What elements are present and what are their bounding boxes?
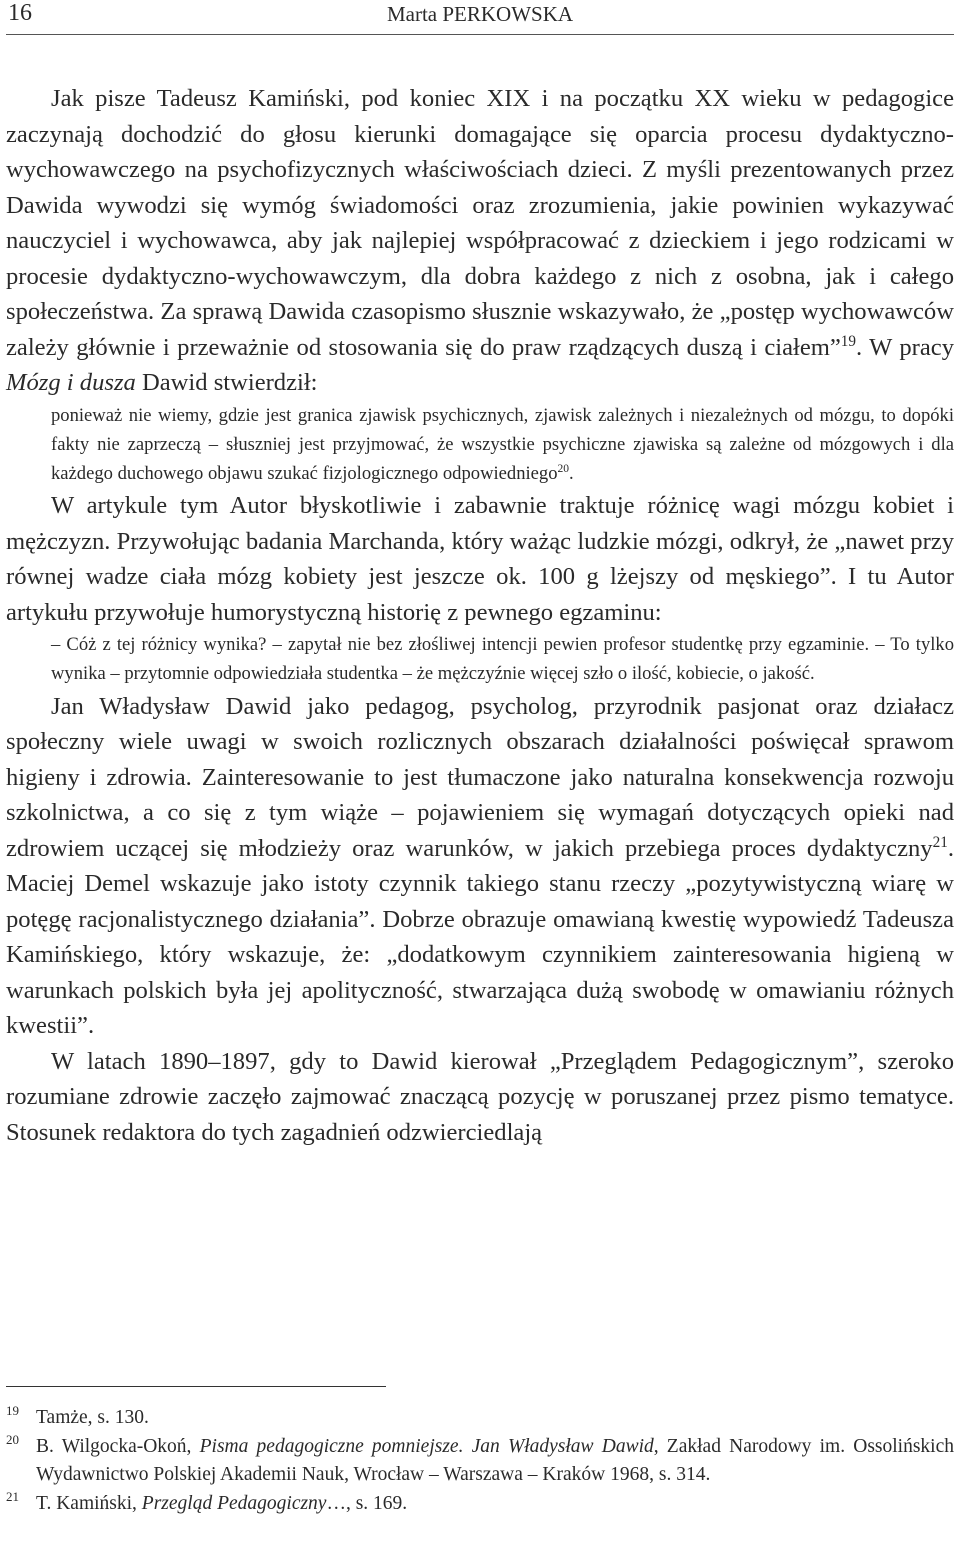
page-number: 16 [8,0,32,26]
paragraph-1 [6,81,954,401]
footnote-text: B. Wilgocka-Okoń, [36,1435,200,1457]
block-quote-1 [6,401,954,489]
book-title: Mózg i dusza [6,369,136,396]
block-quote-2-text: – Cóż z tej różnicy wynika? – zapytał nie bez złośliwej intencji pewien profesor studentkę przy egzaminie. – To tylko wynika – przytomnie odpowiedziała studentka – że mężczyźnie więcej szło o ilość, kobiecie, o jakość. [51,634,954,685]
footnote-title: Pisma pedagogiczne pomniejsze. Jan Władysław Dawid [199,1435,654,1457]
footnote-ref-21: 21 [932,833,948,851]
footnote-20 [6,1433,954,1490]
running-header-author: Marta PERKOWSKA [386,2,574,26]
footnote-number: 20 [6,1431,19,1447]
paragraph-1-text: Jak pisze Tadeusz Kamiński, pod koniec XIX i na początku XX wieku w pedagogice zaczynają dochodzić do głosu kierunki domagające się oparcia procesu dydaktyczno-wychowawczego na psychofizycznych właściwościach dzieci. Z myśli prezentowanych przez Dawida wywodzi się wymóg świadomości oraz zrozumienia, jakie powinien wykazywać nauczyciel i wychowawca, aby jak najlepiej współpracować z dzieckiem i jego rodzicami w procesie dydaktyczno-wychowawczym, dla dobra każdego z nich z osobna, jak i całego społeczeństwa. Za sprawą Dawida czasopismo słusznie wskazywało, że „postęp wychowawców zależy głównie i przeważnie od stosowania się do praw rządzących duszą i ciałem” [6,85,954,361]
paragraph-3-text-b: . Maciej Demel wskazuje jako istoty czynnik takiego stanu rzeczy „pozytywistyczną wiarę w potęgę racjonalistycznego działania”. Dobrze obrazuje omawianą kwestię wypowiedź Tadeusza Kamińskiego, który wskazuje, że: „dodatkowym czynnikiem zainteresowania higieną w warunkach polskich była jej apolityczność, stwarzająca dużą swobodę w omawianiu różnych kwestii”. [6,834,954,1040]
footnote-text: T. Kamiński, [36,1492,142,1514]
block-quote-2 [6,630,954,688]
paragraph-2 [6,488,954,630]
footnote-text-b: , Zakład Narodowy im. Ossolińskich Wydawnictwo Polskiej Akademii Nauk, Wrocław – Warszawa – Kraków 1968, s. 314. [36,1435,955,1485]
footnote-ref-20: 20 [557,462,570,475]
running-header [6,0,954,35]
footnote-text-b: …, s. 169. [326,1492,408,1514]
footnote-19 [6,1404,954,1433]
page [6,0,954,1150]
paragraph-4 [6,1044,954,1151]
footnotes [6,1404,954,1518]
paragraph-1-text-b: . W pracy [856,333,954,361]
paragraph-4-text: W latach 1890–1897, gdy to Dawid kierował „Przeglądem Pedagogicznym”, szeroko rozumiane zdrowie zaczęło zajmować znaczącą pozycję w poruszanej przez pismo tematyce. Stosunek redaktora do tych zagadnień odzwierciedlają [6,1047,954,1146]
footnote-number: 19 [6,1403,19,1418]
block-quote-1-end: . [569,462,574,484]
paragraph-1-text-c: Dawid stwierdził: [135,369,318,396]
footnote-title: Przegląd Pedagogiczny [141,1492,327,1514]
footnote-21 [6,1490,954,1519]
paragraph-3-text: Jan Władysław Dawid jako pedagog, psycholog, przyrodnik pasjonat oraz działacz społeczny wiele uwagi w swoich rozlicznych obszarach działalności poświęcał sprawom higieny i zdrowia. Zainteresowanie to jest tłumaczone jako naturalna konsekwencja rozwoju szkolnictwa, a co się z tym wiąże – pojawieniem się wymagań dotyczących opieki nad zdrowiem uczącej się młodzieży oraz warunków, w jakich przebiega proces dydaktyczny [6,692,954,862]
footnote-number: 21 [6,1488,19,1504]
footnote-text: Tamże, s. 130. [36,1407,149,1428]
main-text [6,81,954,1150]
footnote-ref-19: 19 [840,332,857,350]
footnote-separator [6,1386,386,1387]
paragraph-2-text: W artykule tym Autor błyskotliwie i zabawnie traktuje różnicę wagi mózgu kobiet i mężczyzn. Przywołując badania Marchanda, który ważąc ludzkie mózgi, odkrył, że „nawet przy równej wadze ciała mózg kobiety jest jeszcze ok. 100 g lżejszy od męskiego”. I tu Autor artykułu przywołuje humorystyczną historię z pewnego egzaminu: [6,492,954,626]
paragraph-3 [6,689,954,1044]
block-quote-1-text: ponieważ nie wiemy, gdzie jest granica zjawisk psychicznych, zjawisk zależnych i niezależnych od mózgu, to dopóki fakty nie zaprzeczą – słuszniej jest przyjmować, że wszystkie psychiczne zjawiska są zależne od mózgowych i dla każdego duchowego objawu szukać fizjologicznego odpowiedniego [51,404,954,484]
